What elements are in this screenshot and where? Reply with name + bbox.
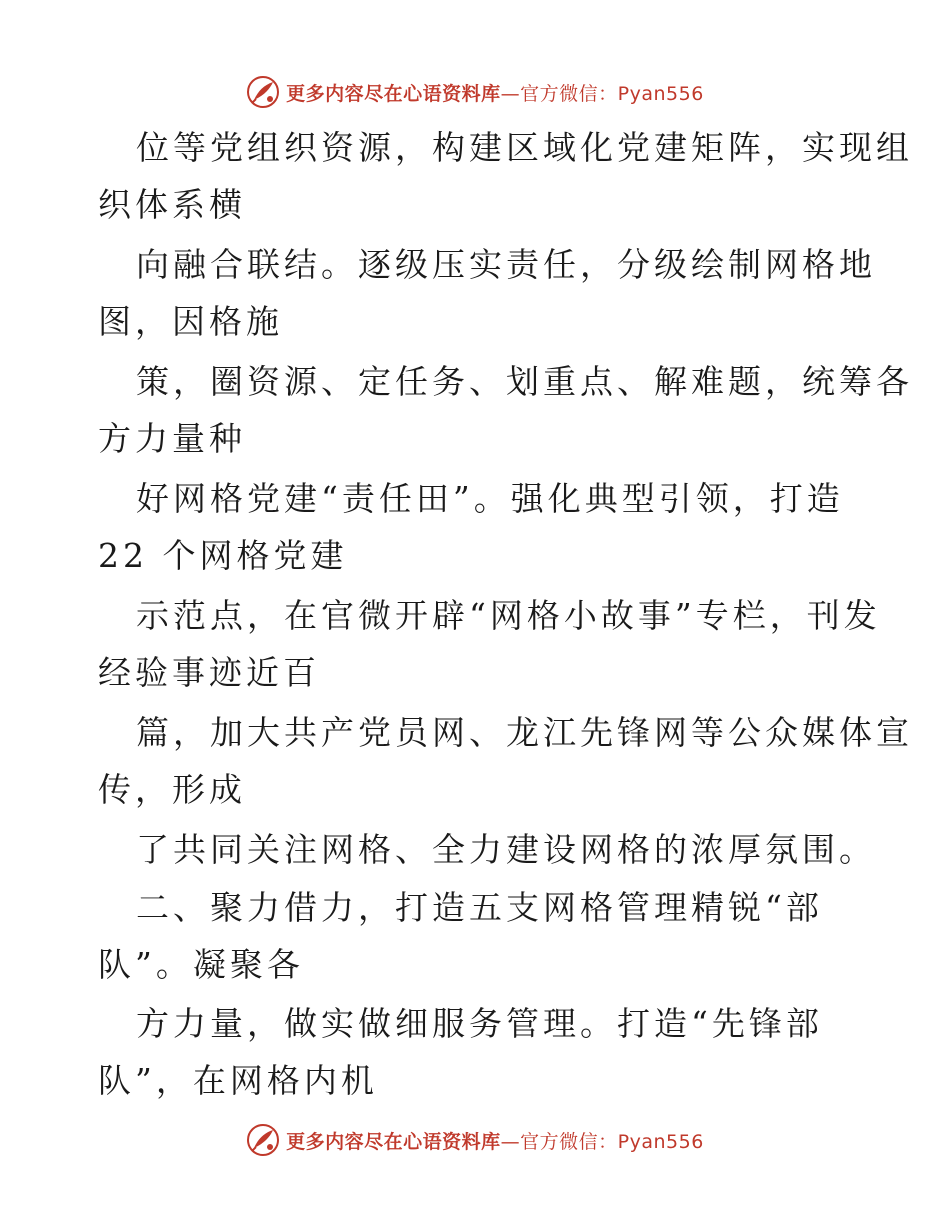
- text-line: 22 个网格党建: [98, 536, 348, 575]
- text-line: 传，形成: [98, 770, 246, 809]
- text-line: 经验事迹近百: [98, 653, 320, 692]
- text-line: 二、聚力借力，打造五支网格管理精锐“部: [136, 888, 823, 927]
- watermark-dash: —: [500, 82, 521, 105]
- watermark-brand: 更多内容尽在心语资料库: [286, 82, 501, 105]
- text-line: 队”。凝聚各: [98, 945, 304, 984]
- text-line: 方力量种: [98, 419, 246, 458]
- feather-pen-logo-icon: [246, 75, 280, 109]
- text-line: 了共同关注网格、全力建设网格的浓厚氛围。: [136, 830, 876, 869]
- text-line: 示范点，在官微开辟“网格小故事”专栏，刊发: [136, 596, 881, 635]
- text-line: 织体系横: [98, 185, 246, 224]
- watermark-brand: 更多内容尽在心语资料库: [286, 1130, 501, 1153]
- watermark-dash: —: [500, 1130, 521, 1153]
- watermark-text: [286, 1127, 704, 1154]
- watermark-wechat: 官方微信：Pyan556: [520, 82, 704, 105]
- text-line: 队”，在网格内机: [98, 1061, 378, 1100]
- text-line: 方力量，做实做细服务管理。打造“先锋部: [136, 1004, 823, 1043]
- text-line: 位等党组织资源，构建区域化党建矩阵，实现组: [136, 128, 913, 167]
- text-line: 好网格党建“责任田”。强化典型引领，打造: [136, 479, 844, 518]
- text-line: 篇，加大共产党员网、龙江先锋网等公众媒体宣: [136, 713, 913, 752]
- header-watermark: [0, 72, 950, 112]
- text-line: 图，因格施: [98, 302, 283, 341]
- watermark-text: [286, 79, 704, 106]
- footer-watermark: [0, 1120, 950, 1160]
- text-line: 策，圈资源、定任务、划重点、解难题，统筹各: [136, 362, 913, 401]
- text-line: 向融合联结。逐级压实责任，分级绘制网格地: [136, 245, 876, 284]
- watermark-wechat: 官方微信：Pyan556: [520, 1130, 704, 1153]
- feather-pen-logo-icon: [246, 1123, 280, 1157]
